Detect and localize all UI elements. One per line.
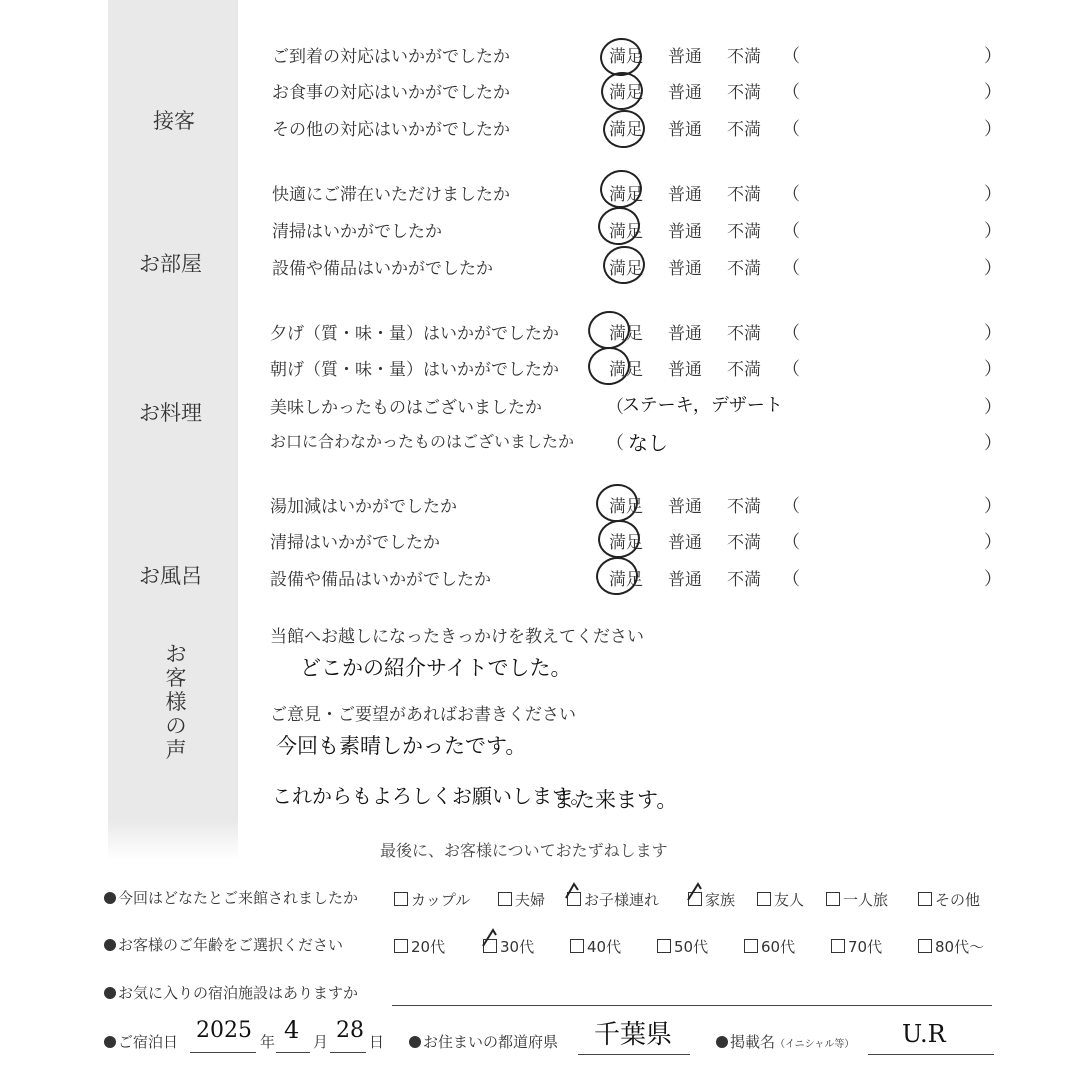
paren-close: ） [984,569,1002,590]
publish-name-value[interactable]: U.R [902,1020,946,1048]
age-option-label: 40代 [587,938,622,956]
paren-open: （ [782,119,800,140]
paren-close: ） [984,221,1002,242]
age-option-label: 20代 [411,938,446,956]
companion-option-label: 家族 [705,891,736,909]
answer-not-tasty[interactable]: なし [628,431,668,455]
question-room-cleaning: 清掃はいかがでしたか [272,222,442,242]
rating-bad[interactable]: 不満 [727,259,761,279]
rating-normal[interactable]: 普通 [668,497,702,517]
stay-year[interactable]: 2025 [196,1018,252,1043]
answer-tasty[interactable]: ステーキ，デザート [622,395,783,416]
rating-normal[interactable]: 普通 [668,324,702,344]
rating-bad[interactable]: 不満 [727,570,761,590]
rating-bad[interactable]: 不満 [727,222,761,242]
rating-good[interactable]: 満足 [609,259,643,279]
rating-good[interactable]: 満足 [609,533,643,553]
question-room-equipment: 設備や備品はいかがでしたか [272,259,493,279]
rating-bad[interactable]: 不満 [727,47,761,67]
stay-day[interactable]: 28 [336,1018,364,1043]
section-title-bath: お風呂 [139,564,202,588]
age-option-label: 30代 [500,938,535,956]
prefecture-label-text: お住まいの都道府県 [423,1033,559,1051]
rating-good[interactable]: 満足 [609,324,643,344]
checkmark-icon [483,930,496,946]
stay-month-unit: 月 [313,1033,329,1051]
rating-bad[interactable]: 不満 [727,360,761,380]
question-meal-service: お食事の対応はいかがでしたか [272,83,510,103]
answer-reason[interactable]: どこかの紹介サイトでした。 [300,656,572,680]
paren-open: （ [782,323,800,344]
question-bath-equipment: 設備や備品はいかがでしたか [270,570,491,590]
age-option-label: 80代～ [935,938,985,956]
companion-option-label: 夫婦 [515,891,546,909]
rating-normal[interactable]: 普通 [668,222,702,242]
question-breakfast: 朝げ（質・味・量）はいかがでしたか [270,360,559,380]
section-title-reception: 接客 [153,109,195,133]
stay-year-unit: 年 [260,1033,276,1051]
rating-bad[interactable]: 不満 [727,533,761,553]
age-option-label: 70代 [848,938,883,956]
rating-normal[interactable]: 普通 [668,259,702,279]
question-bath-temp: 湯加減はいかがでしたか [270,497,457,517]
voice-title-char: 様 [165,690,187,714]
rating-bad[interactable]: 不満 [727,497,761,517]
paren-close: ） [984,433,1002,454]
answer-opinion-line2[interactable]: これからもよろしくお願いします。 [272,784,591,808]
rating-normal[interactable]: 普通 [668,83,702,103]
stay-day-unit: 日 [369,1033,385,1051]
rating-good[interactable]: 満足 [609,185,643,205]
paren-close: ） [984,258,1002,279]
section-title-room: お部屋 [139,252,202,276]
rating-normal[interactable]: 普通 [668,47,702,67]
rating-bad[interactable]: 不満 [727,83,761,103]
rating-good[interactable]: 満足 [609,360,643,380]
question-dinner: 夕げ（質・味・量）はいかがでしたか [270,324,559,344]
paren-open: （ [782,496,800,517]
rating-good[interactable]: 満足 [609,120,643,140]
rating-normal[interactable]: 普通 [668,570,702,590]
publish-name-label-text: 掲載名 [730,1033,776,1051]
age-option-label: 50代 [674,938,709,956]
answer-opinion-line1[interactable]: 今回も素晴しかったです。 [276,734,527,758]
companion-option-label: その他 [935,891,981,909]
voice-title-char: 客 [165,666,187,690]
paren-open: （ [782,184,800,205]
voice-title-char: お [165,642,187,666]
rating-normal[interactable]: 普通 [668,185,702,205]
paren-open: （ [782,532,800,553]
companion-option-label: 友人 [774,891,805,909]
age-option-label: 60代 [761,938,796,956]
question-reason: 当館へお越しになったきっかけを教えてください [270,627,644,647]
question-arrival: ご到着の対応はいかがでしたか [272,47,510,67]
stay-month[interactable]: 4 [284,1016,300,1044]
question-bath-cleaning: 清掃はいかがでしたか [270,533,440,553]
companion-option-label: 一人旅 [843,891,889,909]
voice-title-char: の [165,714,187,738]
question-other-service: その他の対応はいかがでしたか [272,120,510,140]
paren-close: ） [984,323,1002,344]
paren-open: （ [782,359,800,380]
rating-good[interactable]: 満足 [609,47,643,67]
rating-good[interactable]: 満足 [609,570,643,590]
paren-open: （ [782,46,800,67]
paren-close: ） [984,496,1002,517]
paren-close: ） [984,397,1002,418]
paren-open: （ [782,258,800,279]
rating-bad[interactable]: 不満 [727,324,761,344]
paren-close: ） [984,119,1002,140]
companion-option-label: カップル [411,891,471,909]
paren-close: ） [984,532,1002,553]
question-opinion: ご意見・ご要望があればお書きください [270,705,576,725]
answer-opinion-line3[interactable]: また来ます。 [553,788,678,812]
paren-open: （ [782,221,800,242]
rating-good[interactable]: 満足 [609,222,643,242]
publish-name-note: （イニシャル等） [775,1039,855,1050]
rating-normal[interactable]: 普通 [668,360,702,380]
paren-close: ） [984,82,1002,103]
rating-good[interactable]: 満足 [609,83,643,103]
rating-good[interactable]: 満足 [609,497,643,517]
stay-date-label-text: ご宿泊日 [118,1033,179,1051]
paren-open: （ [782,569,800,590]
question-comfort: 快適にご滞在いただけましたか [272,185,510,205]
question-tasty: 美味しかったものはございましたか [270,398,542,418]
checkmark-icon [566,884,578,898]
section-title-cuisine: お料理 [139,401,202,425]
companion-option-label: お子様連れ [584,891,660,909]
prefecture-value[interactable]: 千葉県 [594,1020,673,1050]
question-age-label: お客様のご年齢をご選択ください [118,936,344,954]
voice-title-char: 声 [165,738,187,762]
paren-open: （ [606,433,624,454]
checkmark-icon [688,884,701,900]
rating-normal[interactable]: 普通 [668,533,702,553]
paren-open: （ [782,82,800,103]
question-favorite-label: お気に入りの宿泊施設はありますか [118,984,359,1002]
question-not-tasty: お口に合わなかったものはございましたか [270,432,575,451]
rating-bad[interactable]: 不満 [727,185,761,205]
profile-heading: 最後に、お客様についておたずねします [380,841,668,860]
paren-close: ） [984,46,1002,67]
paren-open: （ [606,397,624,418]
question-companion-label: 今回はどなたとご来館されましたか [118,889,359,907]
rating-bad[interactable]: 不満 [727,120,761,140]
rating-normal[interactable]: 普通 [668,120,702,140]
paren-close: ） [984,359,1002,380]
paren-close: ） [984,184,1002,205]
